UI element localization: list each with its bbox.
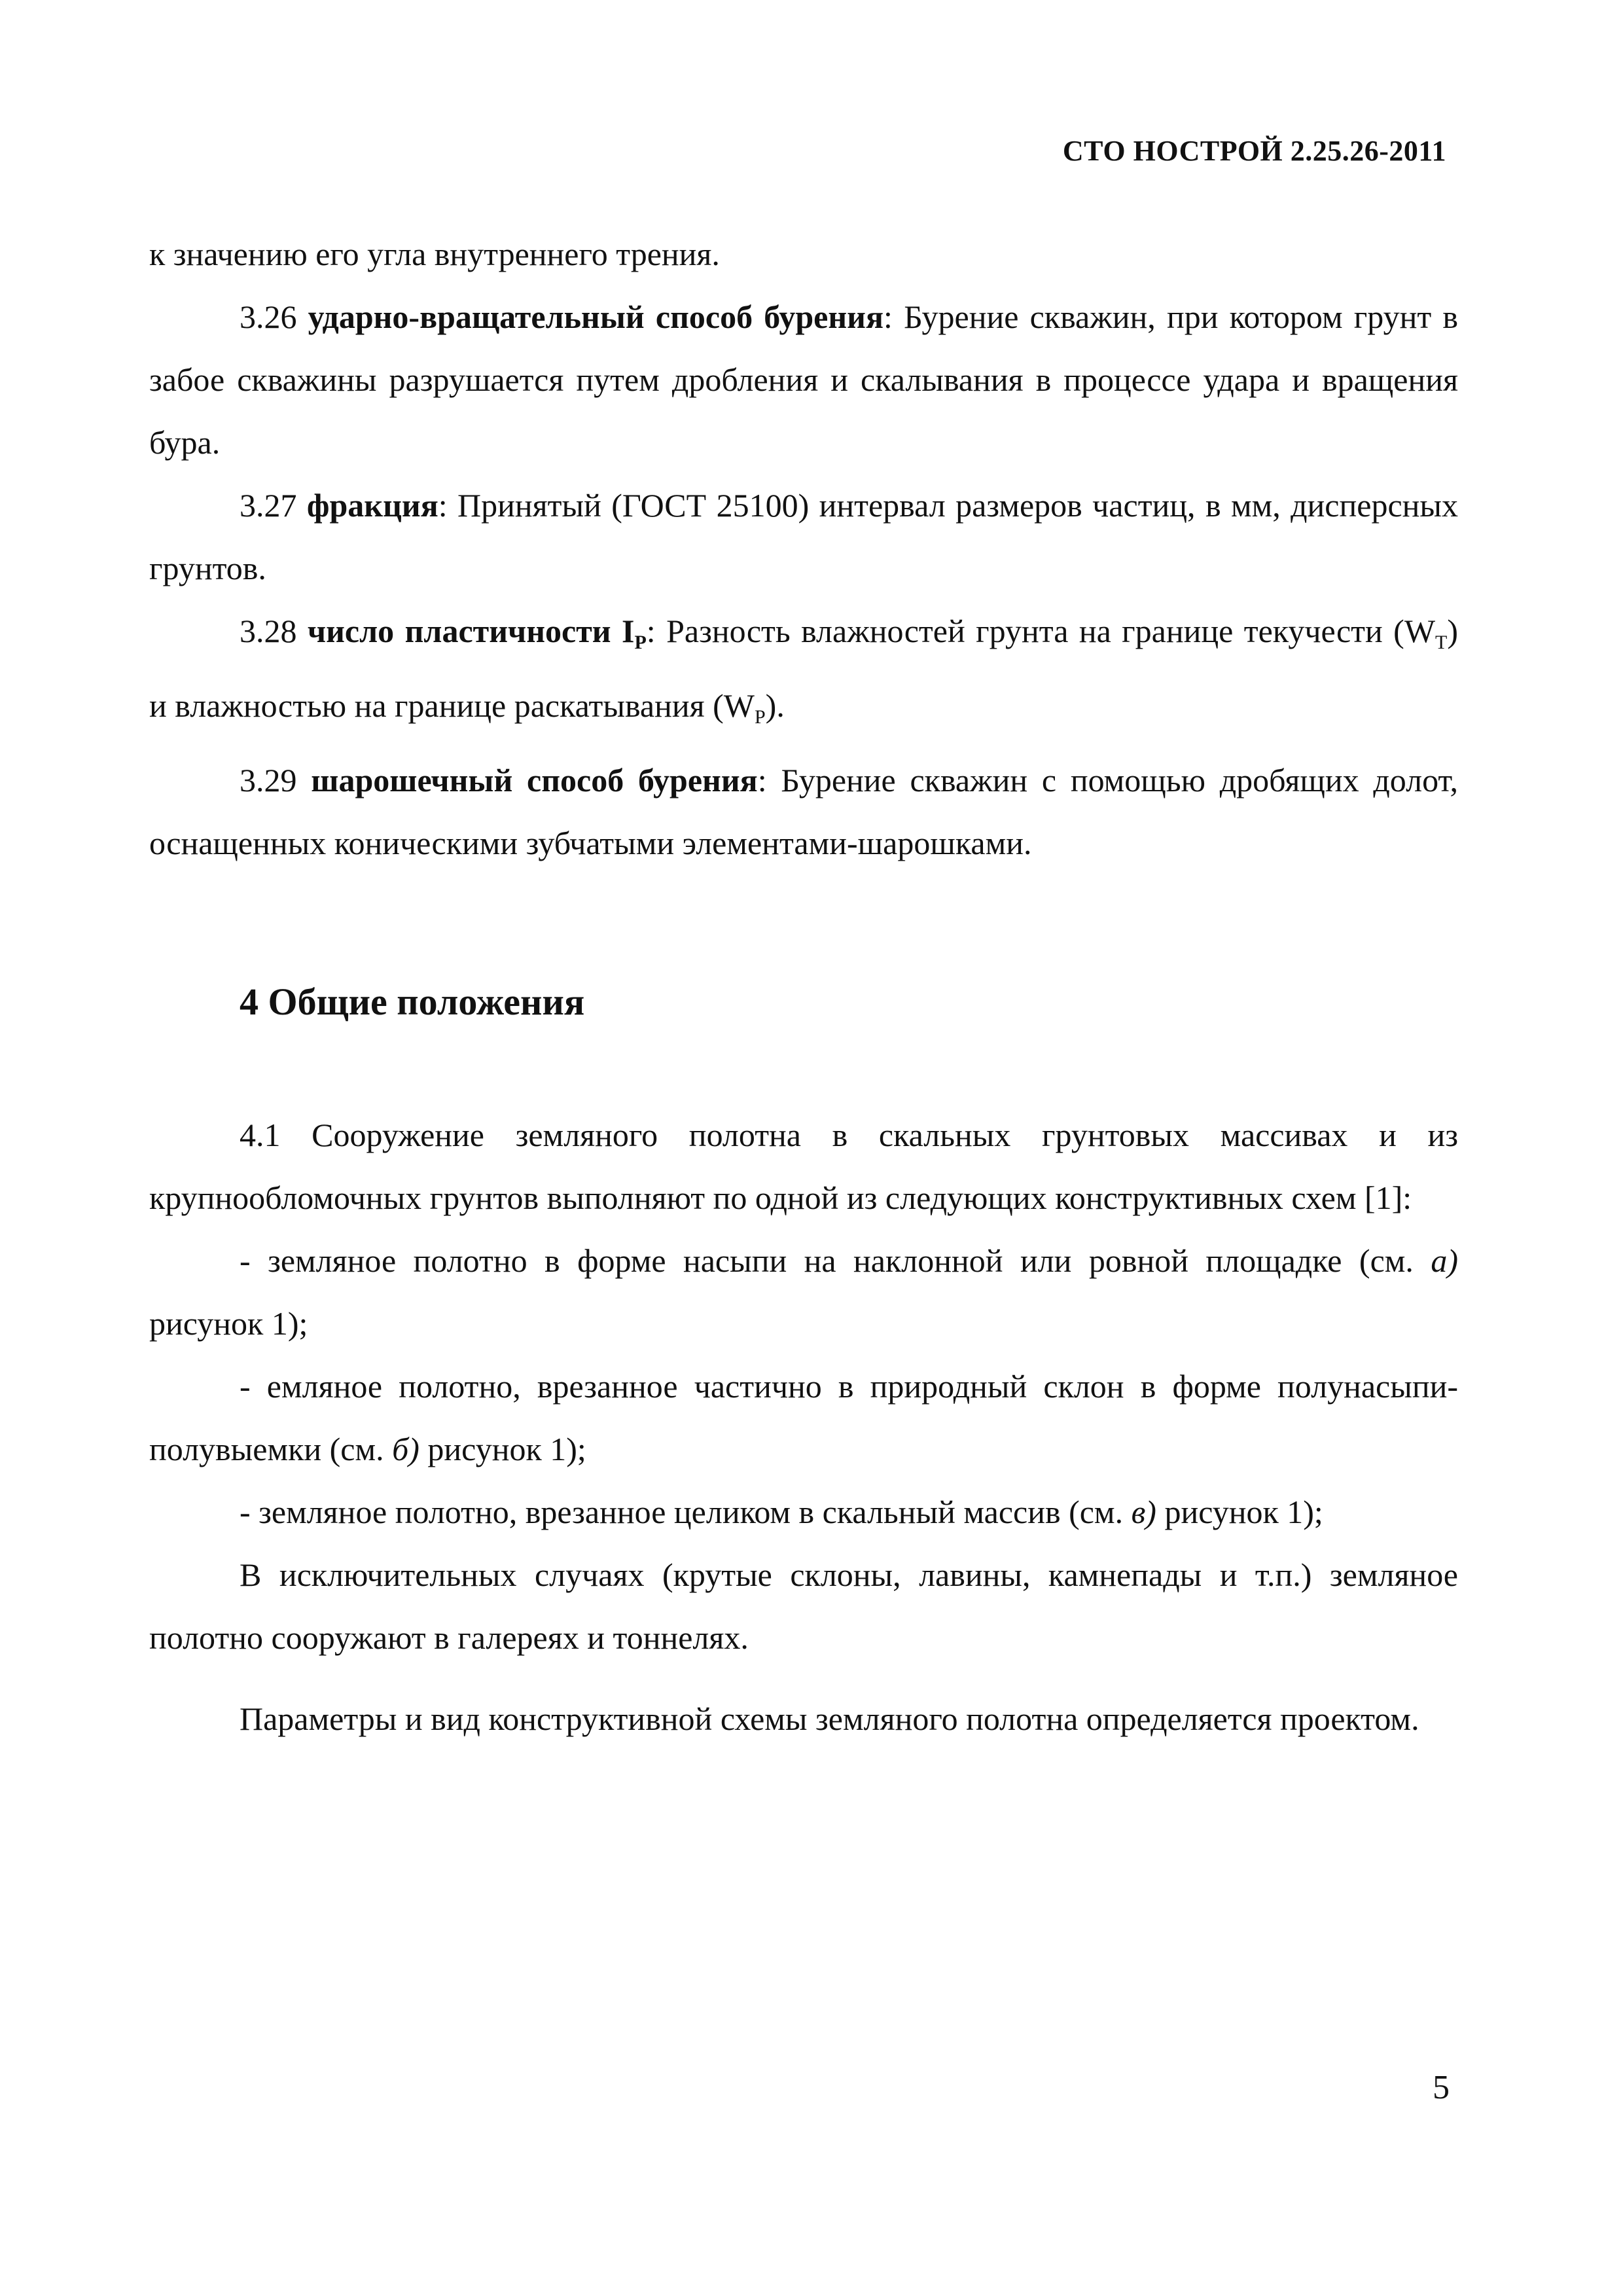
- paragraph-continuation: к значению его угла внутреннего трения.: [149, 236, 720, 272]
- list-item-text: - земляное полотно в форме насыпи на наклонной или ровной площадке (см.: [240, 1242, 1431, 1279]
- paragraph-exceptional-cases: В исключительных случаях (крутые склоны, лавины, камнепады и т.п.) земляное полотно сооружают в галереях и тоннелях.: [149, 1556, 1458, 1656]
- definition-3-29: [149, 749, 1458, 874]
- definition-3-27: [149, 474, 1458, 600]
- definition-text: : Принятый (ГОСТ 25100) интервал размеров частиц, в мм, дисперсных грунтов.: [149, 487, 1458, 586]
- term: шарошечный способ бурения: [311, 762, 758, 798]
- definition-text: : Бурение скважин с помощью дробящих долот, оснащенных коническими зубчатыми элементами-шарошками.: [149, 762, 1458, 861]
- term-text: число пластичности I: [307, 613, 635, 649]
- definition-text-part: ) и влажностью на границе раскатывания (W: [149, 613, 1459, 724]
- figure-reference: в): [1131, 1494, 1156, 1530]
- subscript: T: [1435, 632, 1448, 653]
- clause-number: 3.27: [240, 487, 307, 524]
- figure-reference: б): [392, 1431, 419, 1467]
- definition-text-part: ).: [765, 687, 785, 724]
- list-item: [149, 1480, 1458, 1543]
- list-item: [149, 1355, 1458, 1480]
- list-item-text: рисунок 1);: [149, 1305, 308, 1342]
- page-number: 5: [1433, 2069, 1450, 2106]
- document-header: СТО НОСТРОЙ 2.25.26-2011: [1062, 135, 1446, 167]
- definition-text: : Бурение скважин, при котором грунт в забое скважины разрушается путем дробления и скалывания в процессе удара и вращения бура.: [149, 298, 1459, 461]
- definition-3-28: [149, 600, 1458, 749]
- list-item-text: рисунок 1);: [419, 1431, 586, 1467]
- paragraph-4-1: 4.1 Сооружение земляного полотна в скальных грунтовых массивах и из крупнообломочных грунтов выполняют по одной из следующих конструктивных схем [1]:: [149, 1117, 1458, 1216]
- figure-reference: а): [1431, 1242, 1458, 1279]
- list-item: [149, 1229, 1458, 1355]
- section-heading: 4 Общие положения: [240, 980, 585, 1023]
- term: ударно-вращательный способ бурения: [308, 298, 884, 335]
- definition-text-part: : Разность влажностей грунта на границе текучести (W: [646, 613, 1436, 649]
- clause-number: 3.29: [240, 762, 312, 798]
- definition-3-26: [149, 285, 1458, 474]
- document-body: [149, 223, 1458, 1750]
- term: фракция: [306, 487, 438, 524]
- clause-number: 3.26: [240, 298, 308, 335]
- term-subscript: P: [634, 632, 647, 653]
- list-item-text: - емляное полотно, врезанное частично в природный склон в форме полунасыпи-полувыемки (см.: [149, 1368, 1458, 1467]
- subscript: P: [754, 706, 766, 728]
- clause-number: 3.28: [240, 613, 308, 649]
- paragraph-parameters: Параметры и вид конструктивной схемы земляного полотна определяется проектом.: [240, 1700, 1419, 1737]
- list-item-text: - земляное полотно, врезанное целиком в скальный массив (см.: [240, 1494, 1132, 1530]
- term: [307, 613, 647, 653]
- list-item-text: рисунок 1);: [1156, 1494, 1323, 1530]
